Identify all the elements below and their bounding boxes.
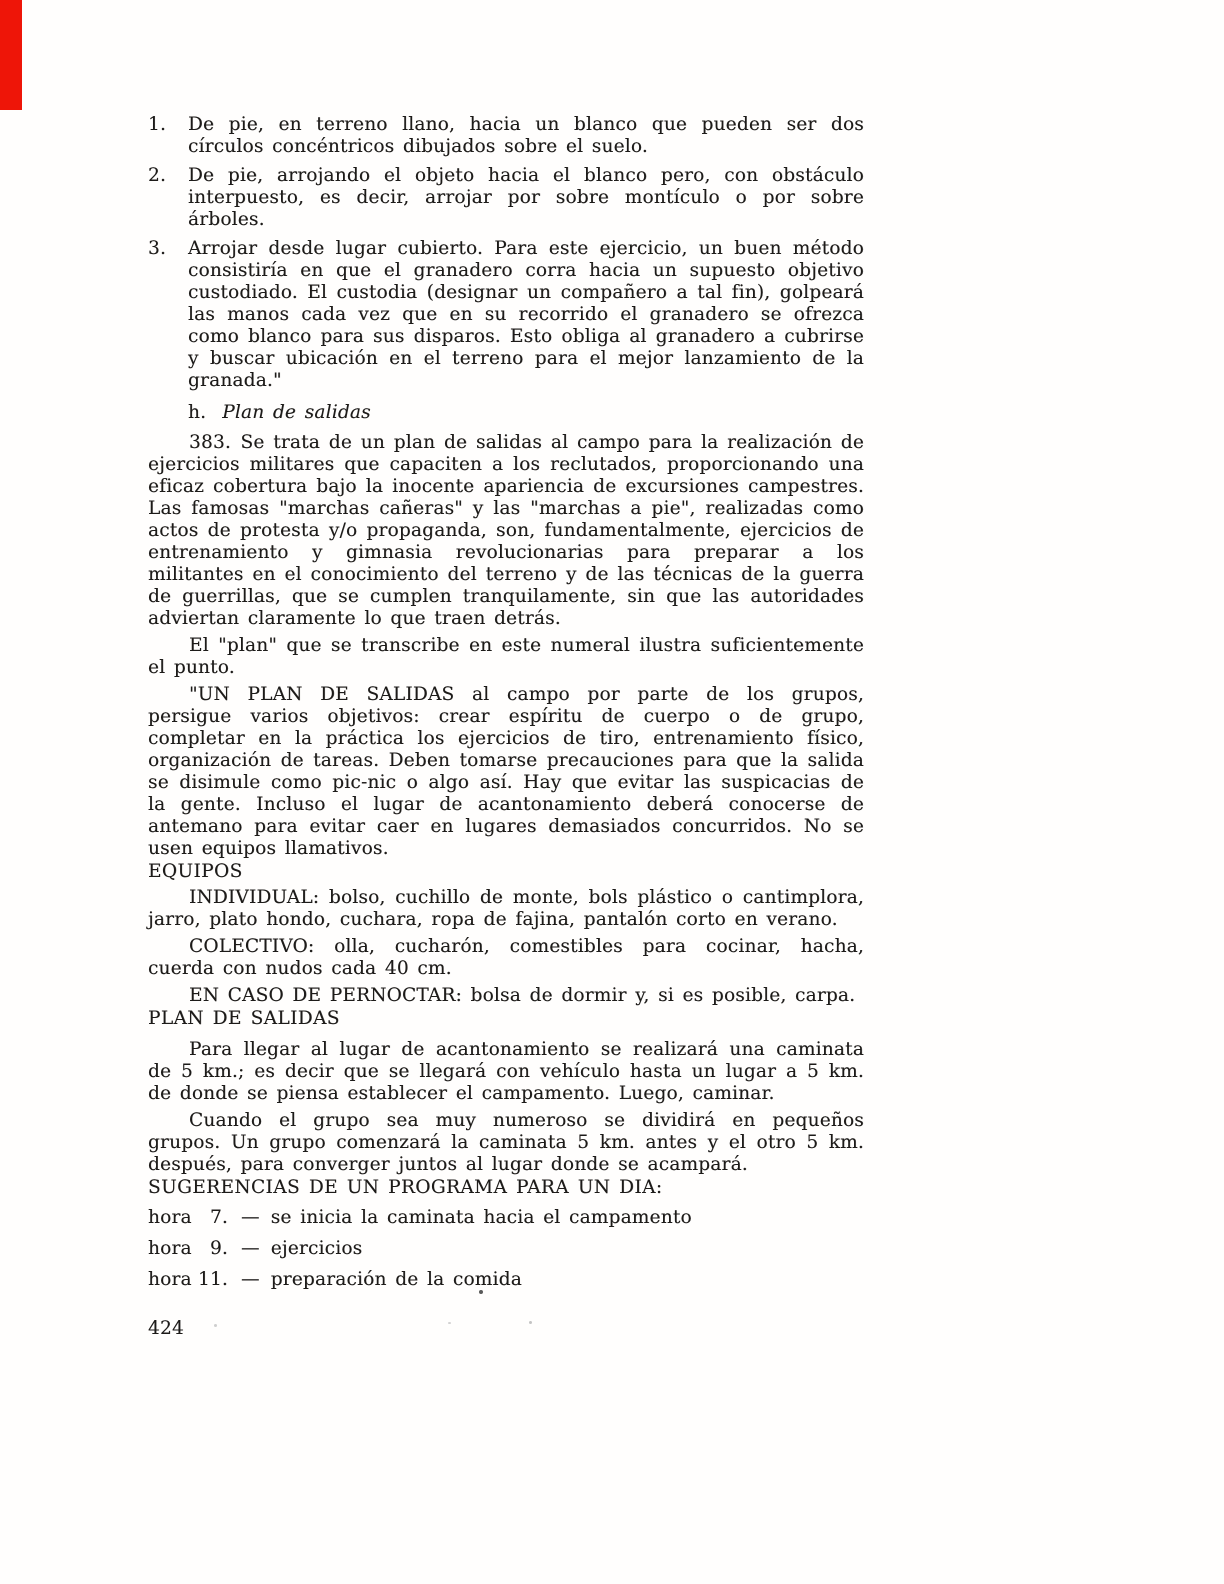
para-pernoctar: EN CASO DE PERNOCTAR: bolsa de dormir y, si es posible, carpa. — [189, 985, 856, 1006]
list-item-number: 2. — [148, 165, 167, 186]
subheading-title: Plan de salidas — [222, 402, 371, 423]
para-numeral-note: El "plan" que se transcribe en este numeral ilustra suficientemente el punto. — [148, 635, 864, 678]
list-item-text: De pie, en terreno llano, hacia un blanco que pueden ser dos círculos concéntricos dibujados sobre el suelo. — [188, 114, 864, 157]
dash-separator: — — [241, 1238, 260, 1259]
para-grupos: Cuando el grupo sea muy numeroso se dividirá en pequeños grupos. Un grupo comenzará la caminata 5 km. antes y el otro 5 km. después, para converger juntos al lugar donde se acampará. — [148, 1110, 864, 1175]
schedule-activity: se inicia la caminata hacia el campamento — [270, 1207, 692, 1228]
para-individual: INDIVIDUAL: bolso, cuchillo de monte, bols plástico o cantimplora, jarro, plato hondo, cuchara, ropa de fajina, pantalón corto en verano. — [148, 887, 864, 930]
page-content — [148, 114, 864, 1340]
para-383-plan-intro: 383. Se trata de un plan de salidas al campo para la realización de ejercicios militares que capaciten a los reclutados, proporcionando una eficaz cobertura bajo la inocente apariencia de excursiones campestres. Las famosas "marchas cañeras" y las "marchas a pie", realizadas como actos de protesta y/o propaganda, son, fundamentalmente, ejercicios de entrenamiento y gimnasia revolucionarias para preparar a los militantes en el conocimiento del terreno y de las técnicas de la guerra de guerrillas, que se cumplen tranquilamente, sin que las autoridades adviertan claramente lo que traen detrás. — [148, 432, 864, 629]
scan-speck — [529, 1321, 532, 1324]
schedule-hour-number: 11. — [197, 1269, 228, 1290]
schedule-row — [148, 1269, 864, 1291]
dash-separator: — — [241, 1207, 260, 1228]
heading-equipos: EQUIPOS — [148, 861, 243, 882]
schedule-activity: preparación de la comida — [270, 1269, 522, 1290]
para-un-plan-de-salidas: "UN PLAN DE SALIDAS al campo por parte de los grupos, persigue varios objetivos: crear espíritu de cuerpo o de grupo, completar en la práctica los ejercicios de tiro, entrenamiento físico, organización de tareas. Deben tomarse precauciones para que la salida se disimule como pic-nic o algo así. Hay que evitar las suspicacias de la gente. Incluso el lugar de acantonamiento deberá conocerse de antemano para evitar caer en lugares demasiados concurridos. No se usen equipos llamativos. — [148, 684, 864, 859]
para-colectivo: COLECTIVO: olla, cucharón, comestibles para cocinar, hacha, cuerda con nudos cada 40 cm. — [148, 936, 864, 979]
numbered-list — [148, 114, 864, 392]
para-caminata: Para llegar al lugar de acantonamiento se realizará una caminata de 5 km.; es decir que se llegará con vehículo hasta un lugar a 5 km. de donde se piensa establecer el campamento. Luego, caminar. — [148, 1039, 864, 1104]
schedule-hour-label: hora — [148, 1238, 192, 1259]
list-item-number: 3. — [148, 238, 167, 259]
list-item — [148, 165, 864, 231]
heading-sugerencias: SUGERENCIAS DE UN PROGRAMA PARA UN DIA: — [148, 1177, 663, 1198]
daily-schedule — [148, 1207, 864, 1291]
scan-speck — [214, 1324, 217, 1327]
scan-speck — [479, 1290, 483, 1294]
list-item-text: De pie, arrojando el objeto hacia el blanco pero, con obstáculo interpuesto, es decir, arrojar por sobre montículo o por sobre árboles. — [188, 165, 864, 230]
schedule-hour-number: 9. — [209, 1238, 228, 1259]
schedule-hour-label: hora — [148, 1207, 192, 1228]
schedule-row — [148, 1238, 864, 1260]
heading-plan-de-salidas: PLAN DE SALIDAS — [148, 1008, 340, 1029]
list-item-number: 1. — [148, 114, 167, 135]
dash-separator: — — [241, 1269, 260, 1290]
page-number: 424 — [148, 1318, 184, 1339]
subheading-letter: h. — [188, 402, 207, 423]
list-item-text: Arrojar desde lugar cubierto. Para este ejercicio, un buen método consistiría en que el granadero corra hacia un supuesto objetivo custodiado. El custodia (designar un compañero a tal fin), golpeará las manos cada vez que en su recorrido el granadero se ofrezca como blanco para sus disparos. Esto obliga al granadero a cubrirse y buscar ubicación en el terreno para el mejor lanzamiento de la granada." — [188, 238, 864, 391]
schedule-row — [148, 1207, 864, 1229]
red-corner-mark — [0, 0, 22, 110]
list-item — [148, 114, 864, 158]
schedule-hour-number: 7. — [209, 1207, 228, 1228]
scan-speck — [448, 1322, 451, 1324]
schedule-hour-label: hora — [148, 1269, 192, 1290]
list-item — [148, 238, 864, 392]
subheading-plan-de-salidas — [148, 402, 864, 424]
schedule-activity: ejercicios — [270, 1238, 363, 1259]
